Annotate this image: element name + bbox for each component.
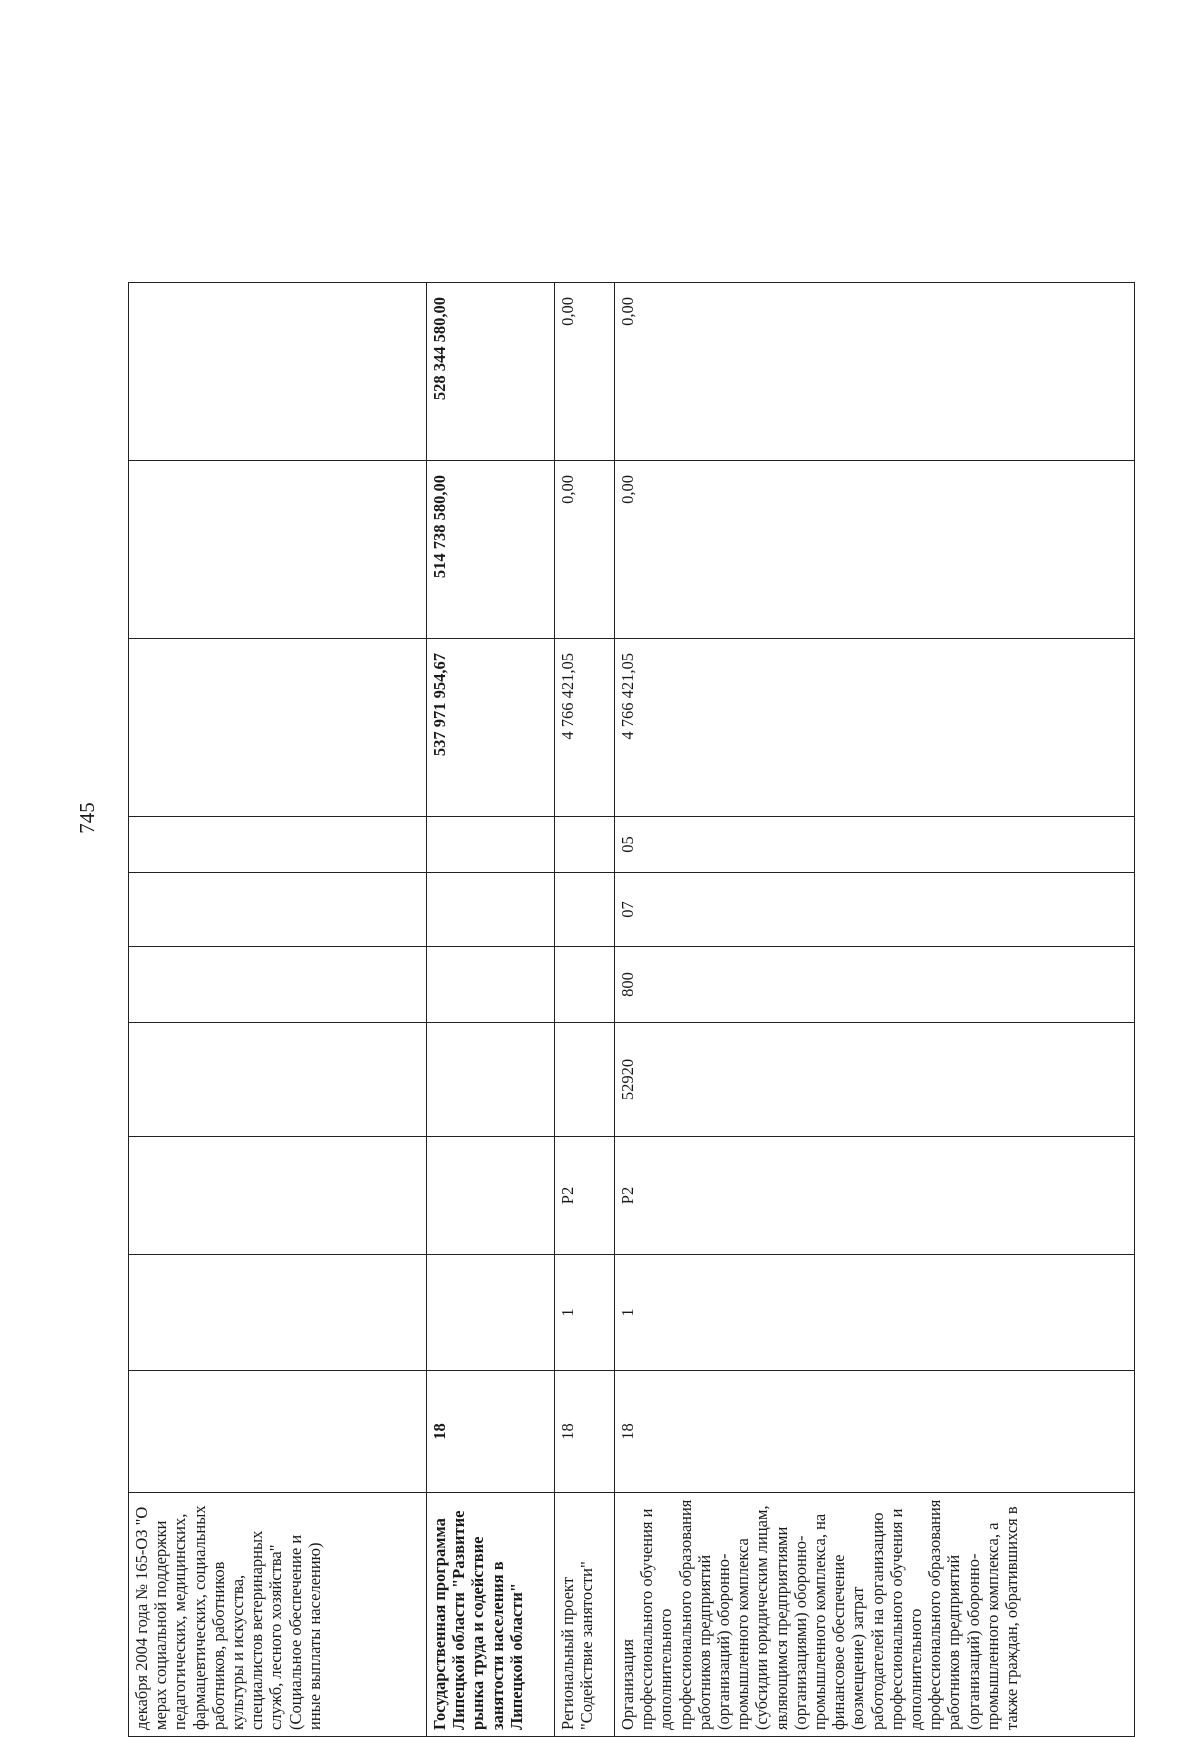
cell-code-4 <box>129 1023 427 1137</box>
cell-amount-2: 0,00 <box>555 461 615 639</box>
cell-amount-2: 0,00 <box>615 461 1135 639</box>
table-row <box>427 283 555 1737</box>
cell-code-1: 18 <box>427 1371 555 1493</box>
page-number: 745 <box>75 802 99 834</box>
cell-code-2 <box>427 1255 555 1371</box>
cell-code-3: Р2 <box>555 1137 615 1255</box>
cell-code-4 <box>555 1023 615 1137</box>
row-name: Организация профессионального обучения и дополнительного профессионального образования работников предприятий (организаций) оборонно-промышленного комплекса (субсидии юридическим лицам, являющимся предприятиями (организациями) оборонно-промышленного комплекса, на финансовое обеспечение (возмещение) затрат работодателей на организацию профессионального обучения и дополнительного профессионального образования работников предприятий (организаций) оборонно-промышленного комплекса, а также граждан, обратившихся в <box>615 1493 1135 1737</box>
rotated-table-container <box>128 297 1144 1737</box>
cell-code-2 <box>129 1255 427 1371</box>
cell-amount-3 <box>129 283 427 461</box>
row-name: декабря 2004 года № 165-ОЗ "О мерах социальной поддержки педагогических, медицинских, фармацевтических, социальных работников, работников культуры и искусства, специалистов ветеринарных служб, лесного хозяйства" (Социальное обеспечение и иные выплаты населению) <box>129 1493 427 1737</box>
cell-amount-3: 0,00 <box>615 283 1135 461</box>
cell-code-7 <box>427 817 555 873</box>
cell-code-7: 05 <box>615 817 1135 873</box>
cell-code-6 <box>555 873 615 947</box>
cell-amount-3: 0,00 <box>555 283 615 461</box>
cell-amount-1: 537 971 954,67 <box>427 639 555 817</box>
table-row <box>615 283 1135 1737</box>
cell-code-3 <box>129 1137 427 1255</box>
cell-code-2: 1 <box>615 1255 1135 1371</box>
cell-code-6: 07 <box>615 873 1135 947</box>
row-name: Региональный проект "Содействие занятости" <box>555 1493 615 1737</box>
cell-code-5 <box>555 947 615 1023</box>
cell-code-5: 800 <box>615 947 1135 1023</box>
table-row <box>129 283 427 1737</box>
cell-amount-3: 528 344 580,00 <box>427 283 555 461</box>
cell-code-7 <box>129 817 427 873</box>
cell-code-3 <box>427 1137 555 1255</box>
cell-amount-2 <box>129 461 427 639</box>
cell-code-5 <box>129 947 427 1023</box>
row-name: Государственная программа Липецкой области "Развитие рынка труда и содействие занятости населения в Липецкой области" <box>427 1493 555 1737</box>
cell-code-3: Р2 <box>615 1137 1135 1255</box>
cell-amount-1: 4 766 421,05 <box>615 639 1135 817</box>
cell-code-2: 1 <box>555 1255 615 1371</box>
cell-amount-1: 4 766 421,05 <box>555 639 615 817</box>
table-row <box>555 283 615 1737</box>
cell-code-4 <box>427 1023 555 1137</box>
cell-code-4: 52920 <box>615 1023 1135 1137</box>
cell-code-5 <box>427 947 555 1023</box>
cell-code-6 <box>129 873 427 947</box>
cell-code-7 <box>555 817 615 873</box>
budget-table <box>128 282 1135 1737</box>
cell-code-6 <box>427 873 555 947</box>
cell-code-1: 18 <box>615 1371 1135 1493</box>
cell-amount-1 <box>129 639 427 817</box>
cell-code-1 <box>129 1371 427 1493</box>
cell-amount-2: 514 738 580,00 <box>427 461 555 639</box>
cell-code-1: 18 <box>555 1371 615 1493</box>
